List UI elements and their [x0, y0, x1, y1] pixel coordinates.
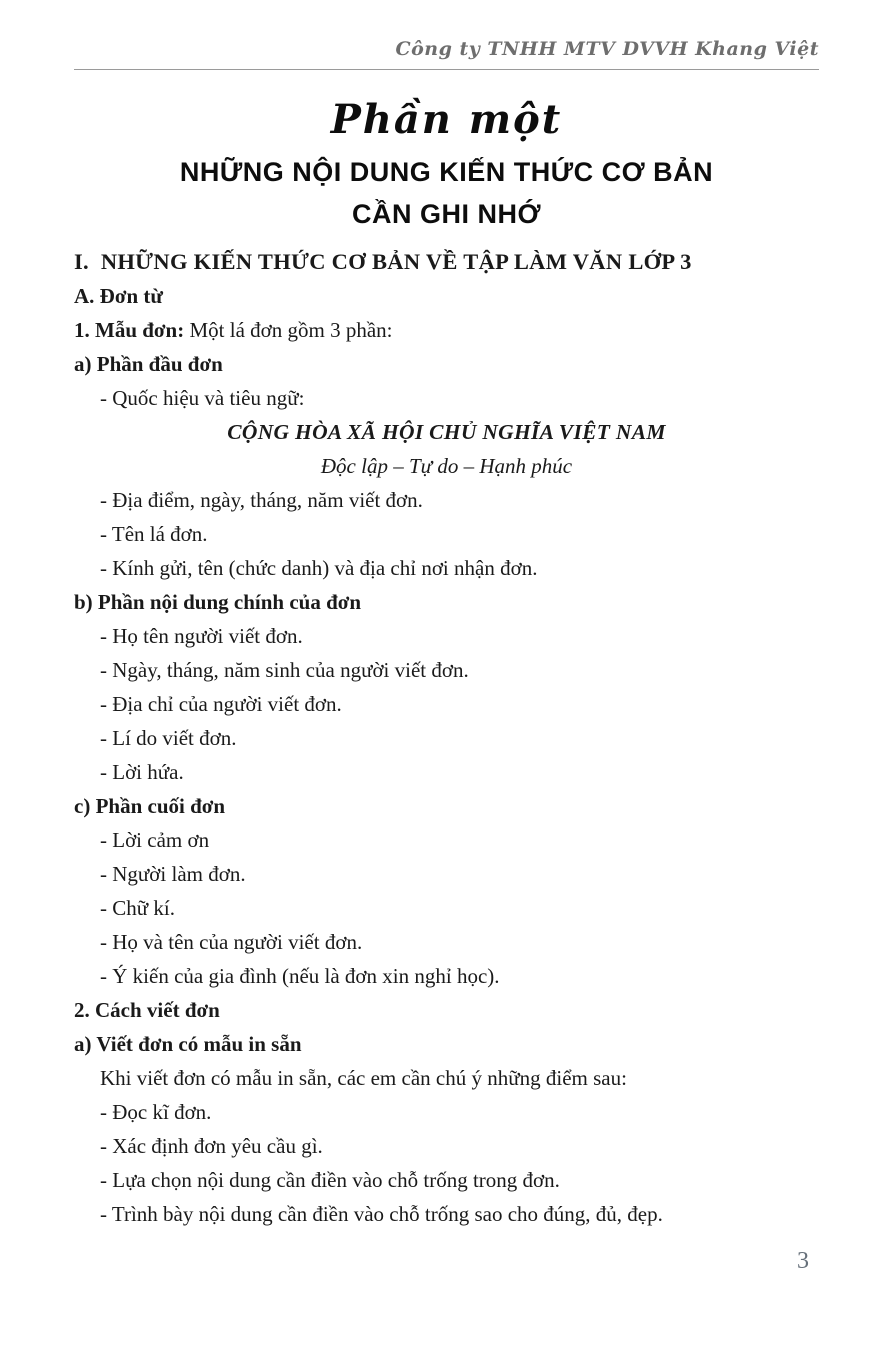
text-line: [74, 1163, 819, 1197]
text-segment: - Lời hứa.: [100, 760, 184, 784]
text-segment: - Lời cảm ơn: [100, 828, 210, 852]
text-segment: - Kính gửi, tên (chức danh) và địa chỉ nơi nhận đơn.: [100, 556, 538, 580]
text-line: [74, 721, 819, 755]
text-line: [74, 381, 819, 415]
text-line: [74, 687, 819, 721]
text-segment: - Đọc kĩ đơn.: [100, 1100, 212, 1124]
text-line: [74, 245, 819, 279]
text-line: [74, 1061, 819, 1095]
text-line: [74, 823, 819, 857]
document-body: [74, 245, 819, 1231]
text-line: [74, 313, 819, 347]
page-number: 3: [797, 1248, 809, 1274]
text-segment: - Lí do viết đơn.: [100, 726, 237, 750]
text-segment: A. Đơn từ: [74, 284, 163, 308]
text-line: [74, 279, 819, 313]
company-name: Công ty TNHH MTV DVVH Khang Việt: [395, 38, 819, 60]
text-line: [74, 415, 819, 449]
text-segment: Độc lập – Tự do – Hạnh phúc: [320, 454, 573, 478]
text-line: [74, 551, 819, 585]
text-segment: - Trình bày nội dung cần điền vào chỗ trống sao cho đúng, đủ, đẹp.: [100, 1202, 663, 1226]
text-segment: a) Viết đơn có mẫu in sẵn: [74, 1032, 302, 1056]
text-segment: - Lựa chọn nội dung cần điền vào chỗ trống trong đơn.: [100, 1168, 560, 1192]
text-segment: Khi viết đơn có mẫu in sẵn, các em cần chú ý những điểm sau:: [100, 1066, 627, 1090]
text-line: [74, 653, 819, 687]
text-line: [74, 483, 819, 517]
text-segment: - Họ tên người viết đơn.: [100, 624, 303, 648]
text-line: [74, 959, 819, 993]
text-segment: - Người làm đơn.: [100, 862, 246, 886]
text-segment: - Tên lá đơn.: [100, 522, 208, 546]
page-header: [74, 38, 819, 70]
text-segment: - Chữ kí.: [100, 896, 175, 920]
text-segment: b) Phần nội dung chính của đơn: [74, 590, 362, 614]
text-line: [74, 1129, 819, 1163]
text-segment: - Ý kiến của gia đình (nếu là đơn xin nghỉ học).: [100, 964, 500, 988]
part-title: Phần một: [330, 96, 563, 143]
text-segment: I. NHỮNG KIẾN THỨC CƠ BẢN VỀ TẬP LÀM VĂN LỚP 3: [74, 249, 692, 274]
text-segment: - Quốc hiệu và tiêu ngữ:: [100, 386, 305, 410]
text-line: [74, 619, 819, 653]
text-segment: 1. Mẫu đơn:: [74, 318, 185, 342]
text-segment: - Họ và tên của người viết đơn.: [100, 930, 363, 954]
text-line: [74, 449, 819, 483]
main-heading-line2: CẦN GHI NHỚ: [351, 199, 542, 229]
text-segment: - Ngày, tháng, năm sinh của người viết đơn.: [100, 658, 469, 682]
text-line: [74, 1027, 819, 1061]
text-segment: - Địa điểm, ngày, tháng, năm viết đơn.: [100, 488, 423, 512]
text-line: [74, 585, 819, 619]
text-line: [74, 925, 819, 959]
text-line: [74, 891, 819, 925]
text-line: [74, 993, 819, 1027]
text-segment: 2. Cách viết đơn: [74, 998, 220, 1022]
text-line: [74, 789, 819, 823]
text-line: [74, 755, 819, 789]
text-segment: Một lá đơn gồm 3 phần:: [184, 318, 393, 342]
text-line: [74, 857, 819, 891]
text-line: [74, 517, 819, 551]
text-segment: a) Phần đầu đơn: [74, 352, 223, 376]
text-segment: c) Phần cuối đơn: [74, 794, 226, 818]
text-line: [74, 347, 819, 381]
text-segment: CỘNG HÒA XÃ HỘI CHỦ NGHĨA VIỆT NAM: [227, 420, 666, 444]
text-line: [74, 1095, 819, 1129]
text-line: [74, 1197, 819, 1231]
text-segment: - Địa chỉ của người viết đơn.: [100, 692, 342, 716]
text-segment: - Xác định đơn yêu cầu gì.: [100, 1134, 323, 1158]
main-heading-line1: NHỮNG NỘI DUNG KIẾN THỨC CƠ BẢN: [179, 157, 714, 187]
